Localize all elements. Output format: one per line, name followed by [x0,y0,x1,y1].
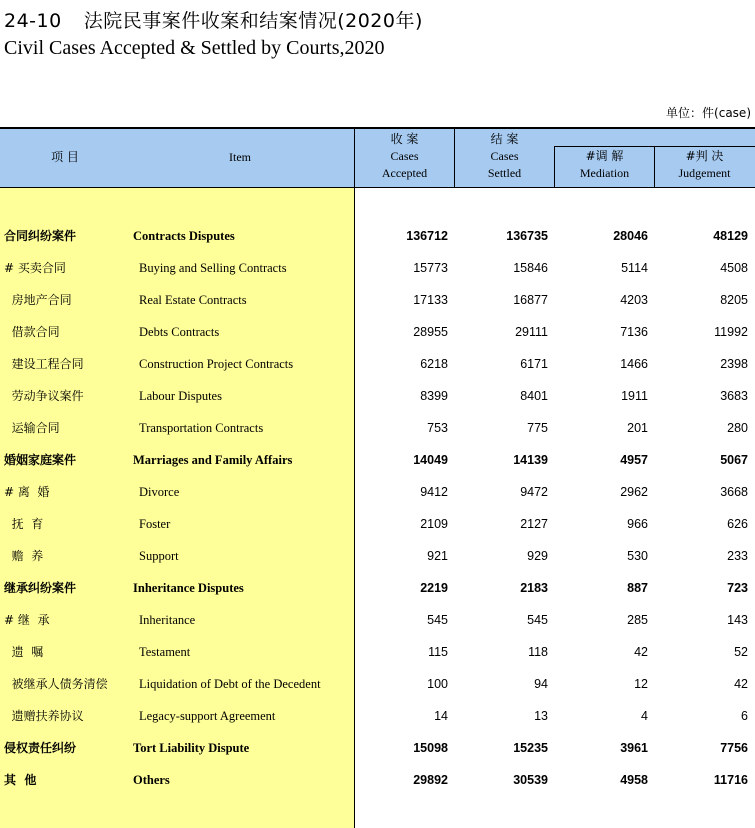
row-item-cn: 其 他 [4,773,37,787]
header-item-en: Item [229,150,251,164]
row-item-cn: 遗赠扶养协议 [4,709,84,723]
unit-label: 单位：件(case) [666,106,751,120]
cases-settled-cell: 6171 [520,357,548,371]
cases-accepted-cell: 14049 [413,453,448,467]
table-row [0,284,755,316]
settled-subheader-line [554,146,755,147]
cases-accepted-cell: 753 [427,421,448,435]
cases-settled-cell: 29111 [515,325,548,339]
row-item-cn: 合同纠纷案件 [4,229,77,243]
data-table [0,127,755,828]
row-item-cn: 继承纠纷案件 [4,581,77,595]
mediation-cell: 12 [634,677,648,691]
cases-settled-cell: 2183 [520,581,548,595]
judgement-cell: 3668 [720,485,748,499]
cases-accepted-cell: 17133 [413,293,448,307]
row-item-en: Transportation Contracts [139,421,264,435]
mediation-cell: 42 [634,645,648,659]
mediation-cell: 4203 [620,293,648,307]
cases-settled-cell: 13 [534,709,548,723]
judgement-cell: 6 [741,709,748,723]
table-row [0,220,755,252]
row-item-cn: 赡 养 [4,549,44,563]
row-item-en: Divorce [139,485,180,499]
judgement-cell: 8205 [720,293,748,307]
row-item-en: Contracts Disputes [133,229,235,243]
header-mediation: #调 解 Mediation [579,149,630,180]
judgement-cell: 2398 [720,357,748,371]
page-title-en: Civil Cases Accepted & Settled by Courts,2020 [4,37,385,59]
cases-settled-cell: 15235 [513,741,548,755]
cases-accepted-cell: 2219 [420,581,448,595]
row-item-en: Support [139,549,179,563]
cases-accepted-cell: 14 [434,709,448,723]
row-item-en: Inheritance [139,613,196,627]
row-item-cn: 遗 嘱 [4,645,44,659]
mediation-cell: 887 [627,581,648,595]
mediation-cell: 7136 [620,325,648,339]
row-item-en: Construction Project Contracts [139,357,294,371]
row-item-cn: 劳动争议案件 [4,389,84,403]
table-row [0,252,755,284]
row-item-cn: # 离 婚 [4,485,50,499]
mediation-cell: 5114 [621,261,648,275]
cases-accepted-cell: 15773 [413,261,448,275]
cases-settled-cell: 2127 [520,517,548,531]
row-item-en: Inheritance Disputes [133,581,244,595]
judgement-cell: 4508 [720,261,748,275]
row-item-en: Marriages and Family Affairs [133,453,293,467]
table-row [0,476,755,508]
cases-accepted-cell: 29892 [413,773,448,787]
page-title-cn [4,6,423,33]
cases-accepted-cell: 921 [427,549,448,563]
mediation-cell: 285 [627,613,648,627]
row-item-cn: 借款合同 [4,325,60,339]
table-row [0,380,755,412]
judgement-cell: 280 [727,421,748,435]
header-settled: 结 案 Cases Settled [487,132,522,180]
table-row [0,348,755,380]
row-item-en: Others [133,773,170,787]
judgement-cell: 723 [727,581,748,595]
row-item-en: Labour Disputes [139,389,222,403]
row-item-en: Debts Contracts [139,325,220,339]
row-item-cn: 抚 育 [4,517,44,531]
mediation-cell: 3961 [620,741,648,755]
row-item-cn: 建设工程合同 [4,357,84,371]
cases-settled-cell: 94 [534,677,548,691]
table-title-cn: 法院民事案件收案和结案情况(2020年) [83,10,423,32]
judgement-cell: 11716 [713,773,748,787]
row-item-en: Real Estate Contracts [139,293,247,307]
judgement-cell: 3683 [720,389,748,403]
mediation-cell: 2962 [620,485,648,499]
judgement-cell: 233 [727,549,748,563]
row-item-en: Liquidation of Debt of the Decedent [139,677,321,691]
judgement-cell: 11992 [714,325,748,339]
table-row [0,444,755,476]
cases-settled-cell: 929 [527,549,548,563]
row-item-cn: # 继 承 [4,613,50,627]
mediation-cell: 4 [641,709,648,723]
table-row [0,604,755,636]
table-row [0,540,755,572]
cases-settled-cell: 136735 [506,229,548,243]
header-item-cn: 项 目 [51,150,79,164]
table-row [0,732,755,764]
row-item-en: Foster [139,517,171,531]
cases-settled-cell: 14139 [513,453,548,467]
row-item-en: Buying and Selling Contracts [139,261,287,275]
judgement-cell: 5067 [720,453,748,467]
cases-accepted-cell: 8399 [420,389,448,403]
judgement-cell: 7756 [720,741,748,755]
judgement-cell: 48129 [713,229,748,243]
cases-accepted-cell: 2109 [420,517,448,531]
cases-accepted-cell: 28955 [413,325,448,339]
mediation-cell: 1911 [621,389,648,403]
row-item-cn: # 买卖合同 [4,261,66,275]
cases-settled-cell: 545 [527,613,548,627]
cases-accepted-cell: 100 [427,677,448,691]
judgement-cell: 52 [734,645,748,659]
cases-settled-cell: 30539 [513,773,548,787]
cases-settled-cell: 16877 [513,293,548,307]
table-row [0,764,755,796]
table-row [0,412,755,444]
row-item-en: Legacy-support Agreement [139,709,276,723]
table-row [0,572,755,604]
cases-accepted-cell: 115 [428,645,448,659]
cases-settled-cell: 15846 [513,261,548,275]
cases-accepted-cell: 545 [427,613,448,627]
cases-settled-cell: 118 [528,645,548,659]
mediation-cell: 1466 [620,357,648,371]
mediation-cell: 28046 [613,229,648,243]
row-item-en: Tort Liability Dispute [133,741,250,755]
cases-accepted-cell: 15098 [413,741,448,755]
mediation-cell: 4958 [620,773,648,787]
cases-settled-cell: 8401 [520,389,548,403]
judgement-cell: 42 [734,677,748,691]
row-item-cn: 侵权责任纠纷 [4,741,77,755]
mediation-cell: 4957 [620,453,648,467]
judgement-cell: 626 [727,517,748,531]
row-item-cn: 运输合同 [4,421,60,435]
row-item-cn: 房地产合同 [4,293,72,307]
cases-settled-cell: 775 [527,421,548,435]
table-row [0,508,755,540]
table-row [0,668,755,700]
table-row [0,316,755,348]
cases-settled-cell: 9472 [520,485,548,499]
row-item-cn: 被继承人债务清偿 [4,677,108,691]
cases-accepted-cell: 136712 [406,229,448,243]
header-judgement: #判 决 Judgement [678,149,731,180]
table-number: 24-10 [4,10,62,32]
row-item-en: Testament [139,645,191,659]
cases-accepted-cell: 9412 [420,485,448,499]
mediation-cell: 966 [627,517,648,531]
cases-accepted-cell: 6218 [420,357,448,371]
table-row [0,636,755,668]
judgement-cell: 143 [727,613,748,627]
mediation-cell: 530 [627,549,648,563]
header-accepted: 收 案 Cases Accepted [381,132,428,180]
row-item-cn: 婚姻家庭案件 [4,453,77,467]
table-row [0,700,755,732]
mediation-cell: 201 [627,421,648,435]
